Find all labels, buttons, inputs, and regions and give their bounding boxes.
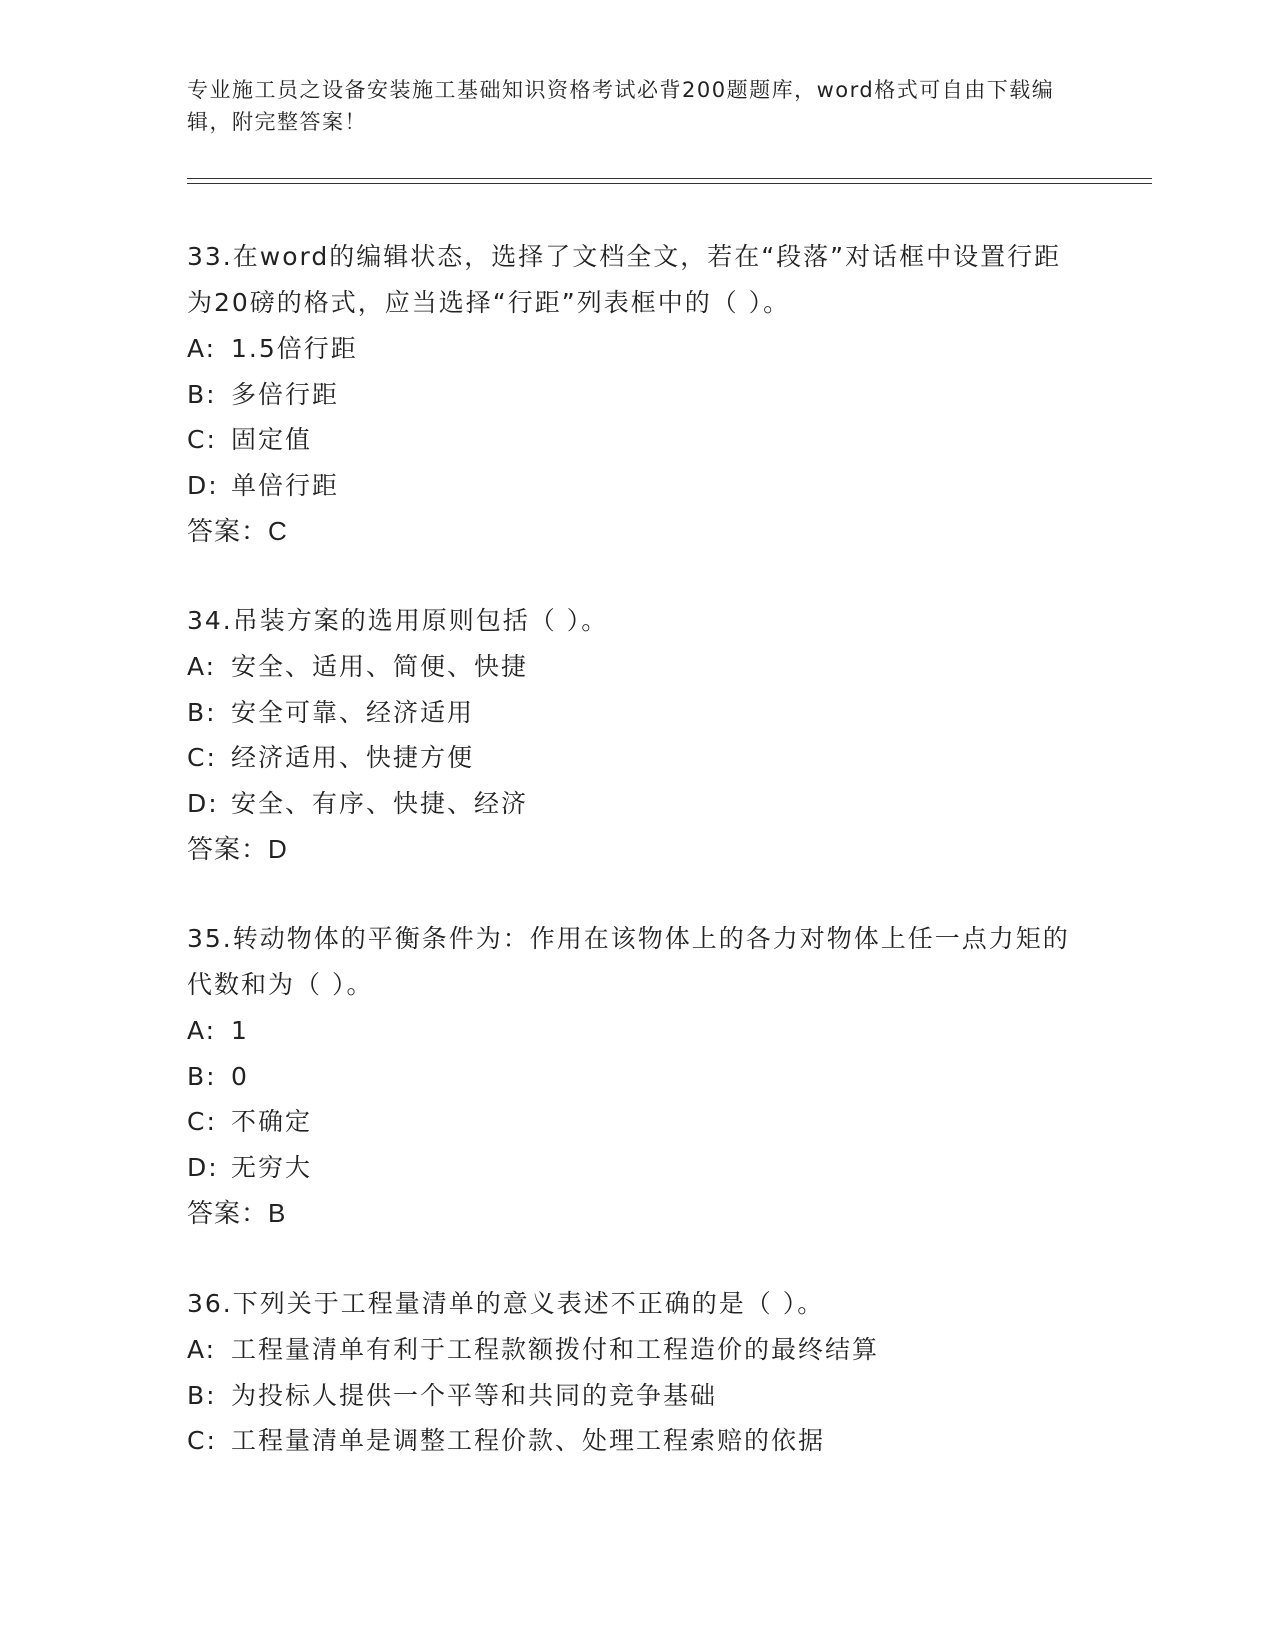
question-34 xyxy=(187,598,1077,872)
option-b xyxy=(187,690,1077,736)
option-a xyxy=(187,644,1077,690)
header-rule-top xyxy=(187,178,1152,179)
question-33 xyxy=(187,234,1077,554)
question-stem: 转动物体的平衡条件为：作用在该物体上的各力对物体上任一点力矩的代数和为（ ）。 xyxy=(187,924,1070,999)
option-text: 单倍行距 xyxy=(231,470,340,500)
option-letter: A: xyxy=(187,652,217,681)
question-text xyxy=(187,1281,1077,1327)
option-b xyxy=(187,1054,1077,1100)
document-header: 专业施工员之设备安装施工基础知识资格考试必背200题题库，word格式可自由下载编辑，附完整答案！ xyxy=(187,78,1055,134)
answer-value: C xyxy=(268,516,288,546)
header-rule-bottom xyxy=(187,183,1152,184)
option-letter: A: xyxy=(187,334,217,363)
option-letter: B: xyxy=(187,1380,217,1410)
option-d xyxy=(187,1145,1077,1191)
question-35 xyxy=(187,916,1077,1236)
option-text: 经济适用、快捷方便 xyxy=(231,743,475,772)
option-c xyxy=(187,735,1077,781)
option-a xyxy=(187,1327,1077,1373)
answer-line xyxy=(187,826,1077,872)
option-letter: A: xyxy=(187,1016,217,1045)
answer-value: D xyxy=(268,834,288,864)
option-letter: A: xyxy=(187,1335,217,1364)
option-c xyxy=(187,417,1077,463)
option-b xyxy=(187,1373,1077,1419)
option-text: 为投标人提供一个平等和共同的竞争基础 xyxy=(231,1380,718,1410)
option-a xyxy=(187,1008,1077,1054)
option-text: 安全、有序、快捷、经济 xyxy=(231,788,529,818)
option-text: 工程量清单是调整工程价款、处理工程索赔的依据 xyxy=(231,1426,826,1455)
option-text: 安全、适用、简便、快捷 xyxy=(231,652,529,681)
question-number: 34. xyxy=(187,606,233,635)
option-letter: B: xyxy=(187,1061,217,1091)
option-c xyxy=(187,1418,1077,1464)
option-text: 工程量清单有利于工程款额拨付和工程造价的最终结算 xyxy=(231,1335,880,1364)
option-letter: C: xyxy=(187,1107,217,1136)
answer-line xyxy=(187,1190,1077,1236)
question-36 xyxy=(187,1281,1077,1464)
option-b xyxy=(187,372,1077,418)
question-text xyxy=(187,916,1077,1008)
option-c xyxy=(187,1099,1077,1145)
option-letter: D: xyxy=(187,470,219,500)
option-text: 不确定 xyxy=(231,1107,313,1136)
answer-line xyxy=(187,508,1077,554)
option-text: 安全可靠、经济适用 xyxy=(231,697,475,727)
option-text: 无穷大 xyxy=(231,1152,313,1182)
option-text: 多倍行距 xyxy=(231,379,340,409)
option-letter: D: xyxy=(187,1152,219,1182)
option-letter: C: xyxy=(187,425,217,454)
question-stem: 在word的编辑状态，选择了文档全文，若在“段落”对话框中设置行距为20磅的格式，应当选择“行距”列表框中的（ ）。 xyxy=(187,242,1062,317)
question-text xyxy=(187,234,1077,326)
option-d xyxy=(187,781,1077,827)
option-a xyxy=(187,326,1077,372)
question-text xyxy=(187,598,1077,644)
question-stem: 下列关于工程量清单的意义表述不正确的是（ ）。 xyxy=(232,1289,825,1318)
answer-label: 答案： xyxy=(187,516,269,546)
option-letter: D: xyxy=(187,788,219,818)
option-text: 0 xyxy=(231,1061,249,1091)
option-text: 1.5倍行距 xyxy=(231,334,358,363)
option-letter: B: xyxy=(187,697,217,727)
option-letter: C: xyxy=(187,743,217,772)
question-number: 33. xyxy=(187,242,233,271)
option-text: 固定值 xyxy=(231,425,313,454)
option-d xyxy=(187,463,1077,509)
answer-value: B xyxy=(268,1198,287,1228)
question-number: 35. xyxy=(187,924,233,953)
answer-label: 答案： xyxy=(187,834,269,864)
question-stem: 吊装方案的选用原则包括（ ）。 xyxy=(232,606,609,635)
answer-label: 答案： xyxy=(187,1198,269,1228)
option-text: 1 xyxy=(231,1016,249,1045)
option-letter: B: xyxy=(187,379,217,409)
option-letter: C: xyxy=(187,1426,217,1455)
question-number: 36. xyxy=(187,1289,233,1318)
